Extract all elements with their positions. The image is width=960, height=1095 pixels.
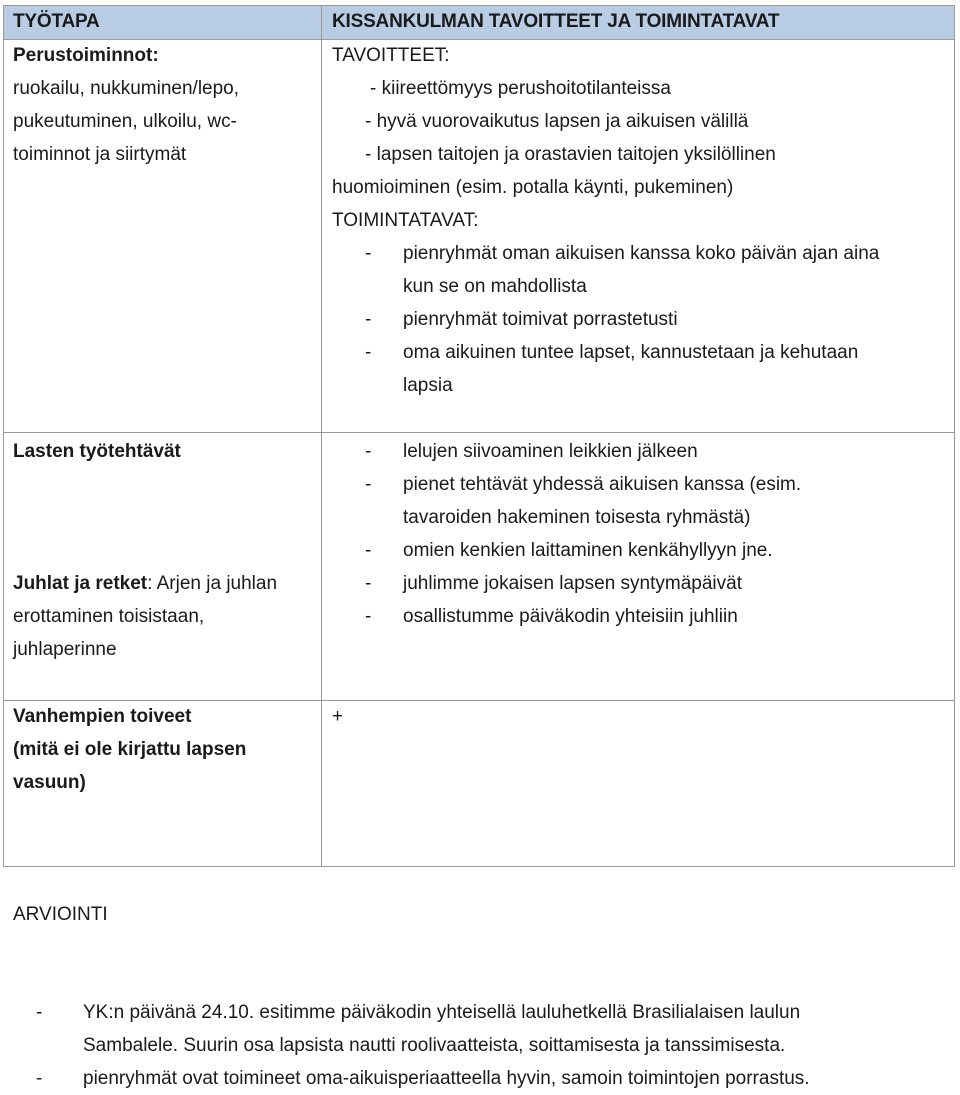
goal-item-continuation: huomioiminen (esim. potalla käynti, pukeminen): [332, 177, 734, 198]
action-item: [332, 237, 947, 303]
dash-marker: -: [365, 342, 372, 363]
goal-item: - kiireettömyys perushoitotilanteissa: [370, 78, 671, 99]
row3-left-line: juhlaperinne: [13, 639, 117, 660]
actions-label: TOIMINTATAVAT:: [332, 210, 479, 231]
goal-item: - hyvä vuorovaikutus lapsen ja aikuisen välillä: [365, 111, 749, 132]
table-column-divider: [321, 5, 322, 867]
task-text: lelujen siivoaminen leikkien jälkeen: [403, 441, 698, 462]
celebration-text: osallistumme päiväkodin yhteisiin juhliin: [403, 606, 738, 627]
goal-item: - lapsen taitojen ja orastavien taitojen yksilöllinen: [365, 144, 776, 165]
row1-right-cell: [332, 39, 947, 402]
action-text: kun se on mahdollista: [403, 276, 587, 297]
plus-sign: +: [332, 706, 344, 727]
evaluation-text: pienryhmät ovat toimineet oma-aikuisperiaatteella hyvin, samoin toimintojen porrastus.: [83, 1068, 810, 1089]
juhlat-rest: : Arjen ja juhlan: [147, 573, 278, 594]
task-text: tavaroiden hakeminen toisesta ryhmästä): [403, 507, 751, 528]
row4-right-cell: [332, 700, 343, 733]
dash-marker: -: [365, 243, 372, 264]
celebration-text: juhlimme jokaisen lapsen syntymäpäivät: [403, 573, 742, 594]
dash-marker: -: [365, 573, 372, 594]
row1-left-line: ruokailu, nukkuminen/lepo,: [13, 78, 240, 99]
row3-left-cell: [13, 567, 318, 666]
dash-marker: -: [365, 540, 372, 561]
task-text: pienet tehtävät yhdessä aikuisen kanssa (esim.: [403, 474, 802, 495]
table-border-left: [3, 5, 4, 867]
evaluation-title: ARVIOINTI: [13, 904, 108, 925]
action-text: oma aikuinen tuntee lapset, kannustetaan ja kehutaan: [403, 342, 859, 363]
row4-left-cell: [13, 700, 318, 799]
dash-marker: -: [365, 474, 372, 495]
table-border-right: [954, 5, 955, 867]
action-text: pienryhmät oman aikuisen kanssa koko päivän ajan aina: [403, 243, 880, 264]
row1-left-cell: [13, 39, 313, 171]
dash-marker: -: [365, 309, 372, 330]
row2-right-cell: [365, 435, 945, 567]
dash-marker: -: [36, 1002, 43, 1023]
juhlat-title: Juhlat ja retket: [13, 573, 148, 594]
evaluation-text: Sambalele. Suurin osa lapsista nautti roolivaatteista, soittamisesta ja tanssimisesta.: [83, 1035, 786, 1056]
row2-left-title: [13, 435, 181, 468]
evaluation-list: [36, 996, 936, 1095]
task-text: omien kenkien laittaminen kenkähyllyyn jne.: [403, 540, 773, 561]
header-col-goals: KISSANKULMAN TAVOITTEET JA TOIMINTATAVAT: [332, 11, 780, 32]
goals-label: TAVOITTEET:: [332, 45, 450, 66]
evaluation-text: YK:n päivänä 24.10. esitimme päiväkodin yhteisellä lauluhetkellä Brasilialaisen laulun: [83, 1002, 801, 1023]
table-divider-row1: [3, 432, 955, 433]
action-text: lapsia: [403, 375, 453, 396]
row4-left-line: (mitä ei ole kirjattu lapsen: [13, 739, 247, 760]
header-col-tyotapa: TYÖTAPA: [13, 11, 100, 32]
action-item: [332, 303, 947, 336]
row4-left-line: Vanhempien toiveet: [13, 706, 192, 727]
action-item: [332, 336, 947, 402]
lasten-tyotehtavat-label: Lasten työtehtävät: [13, 441, 181, 462]
dash-marker: -: [365, 441, 372, 462]
table-border-bottom: [3, 866, 955, 867]
dash-marker: -: [36, 1068, 43, 1089]
row1-left-title: Perustoiminnot:: [13, 45, 159, 66]
action-text: pienryhmät toimivat porrastetusti: [403, 309, 678, 330]
dash-marker: -: [365, 606, 372, 627]
row3-right-cell: [365, 567, 945, 633]
row3-left-line: erottaminen toisistaan,: [13, 606, 205, 627]
row1-left-line: pukeutuminen, ulkoilu, wc-: [13, 111, 237, 132]
row1-left-line: toiminnot ja siirtymät: [13, 144, 187, 165]
row4-left-line: vasuun): [13, 772, 86, 793]
